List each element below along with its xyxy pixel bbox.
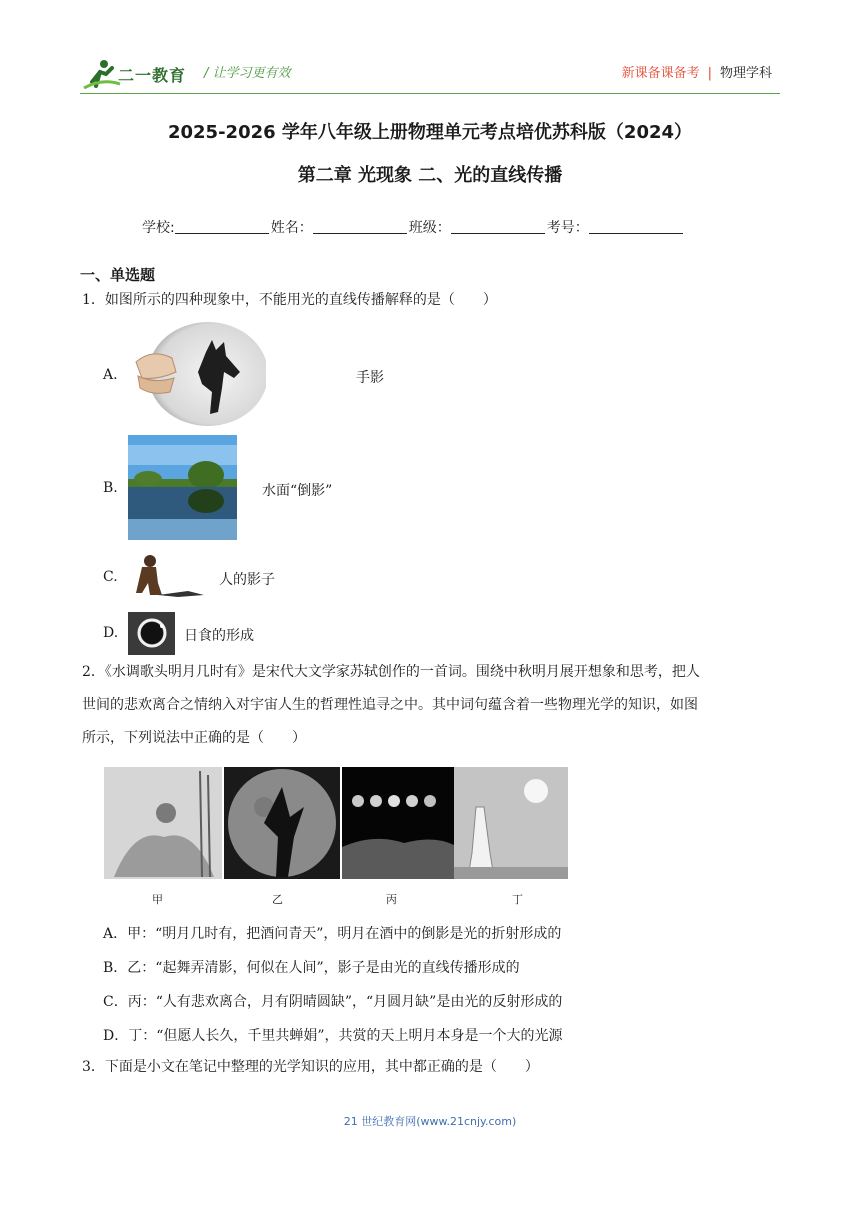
hand-shadow-image [128, 322, 266, 428]
question-3-stem: 3．下面是小文在笔记中整理的光学知识的应用，其中都正确的是（ ） [82, 1059, 539, 1075]
logo-text: 二一教育 [118, 66, 187, 85]
poem-illustrations-image [104, 767, 568, 883]
image-label-bing: 丙 [386, 893, 397, 906]
chapter-title: 第二章 光现象 二、光的直线传播 [297, 165, 563, 186]
q1-option-b-caption: 水面“倒影” [262, 483, 333, 499]
header-tag: 新课备课备考 [621, 66, 700, 81]
header-subject: 物理学科 [719, 66, 772, 81]
header-separator: | [707, 66, 712, 81]
q2-option-d: D．丁：“但愿人长久，千里共蝉娟”，共赏的天上明月本身是一个大的光源 [103, 1028, 563, 1044]
q2-option-c: C．丙：“人有悲欢离合，月有阴晴圆缺”，“月圆月缺”是由光的反射形成的 [103, 994, 563, 1010]
q1-option-a-caption: 手影 [356, 370, 384, 386]
q1-option-c-caption: 人的影子 [219, 572, 275, 588]
header-tags [622, 62, 772, 81]
field-school-blank[interactable] [175, 217, 269, 234]
question-2-stem-line-2: 世间的悲欢离合之情纳入对宇宙人生的哲理性追寻之中。其中词句蕴含着一些物理光学的知识，如图 [82, 697, 698, 713]
field-name-blank[interactable] [313, 217, 407, 234]
image-label-ding: 丁 [512, 893, 523, 906]
header-divider [80, 93, 780, 94]
q1-option-b-letter: B. [103, 480, 118, 496]
q1-option-d-caption: 日食的形成 [184, 628, 254, 644]
solar-eclipse-image [128, 612, 175, 655]
person-shadow-image [128, 553, 208, 599]
page-footer: 21 世纪教育网(www.21cnjy.com) [343, 1115, 517, 1128]
q2-option-a: A．甲：“明月几时有，把酒问青天”，明月在酒中的倒影是光的折射形成的 [103, 926, 562, 942]
field-class-blank[interactable] [451, 217, 545, 234]
slogan: / 让学习更有效 [204, 66, 291, 81]
field-class-label: 班级： [408, 220, 451, 236]
field-exam-number-blank[interactable] [589, 217, 683, 234]
water-reflection-image [128, 435, 237, 540]
image-label-yi: 乙 [272, 893, 283, 906]
field-school-label: 学校: [142, 220, 175, 236]
question-1-stem: 1．如图所示的四种现象中，不能用光的直线传播解释的是（ ） [82, 292, 497, 308]
q1-option-c-letter: C. [103, 569, 118, 585]
document-title: 2025-2026 学年八年级上册物理单元考点培优苏科版（2024） [167, 122, 693, 143]
student-info-fields [142, 217, 685, 237]
field-name-label: 姓名： [270, 220, 313, 236]
question-2-stem-line-3: 所示，下列说法中正确的是（ ） [82, 730, 306, 746]
q2-option-b: B．乙：“起舞弄清影，何似在人间”，影子是由光的直线传播形成的 [103, 960, 520, 976]
section-heading: 一、单选题 [80, 266, 156, 284]
question-2-stem-line-1: 2．《水调歌头明月几时有》是宋代大文学家苏轼创作的一首词。围绕中秋明月展开想象和思考，把人 [82, 664, 700, 680]
image-label-jia: 甲 [152, 893, 163, 906]
q1-option-d-letter: D. [103, 625, 119, 641]
q1-option-a-letter: A. [103, 367, 118, 383]
field-exam-number-label: 考号： [546, 220, 589, 236]
